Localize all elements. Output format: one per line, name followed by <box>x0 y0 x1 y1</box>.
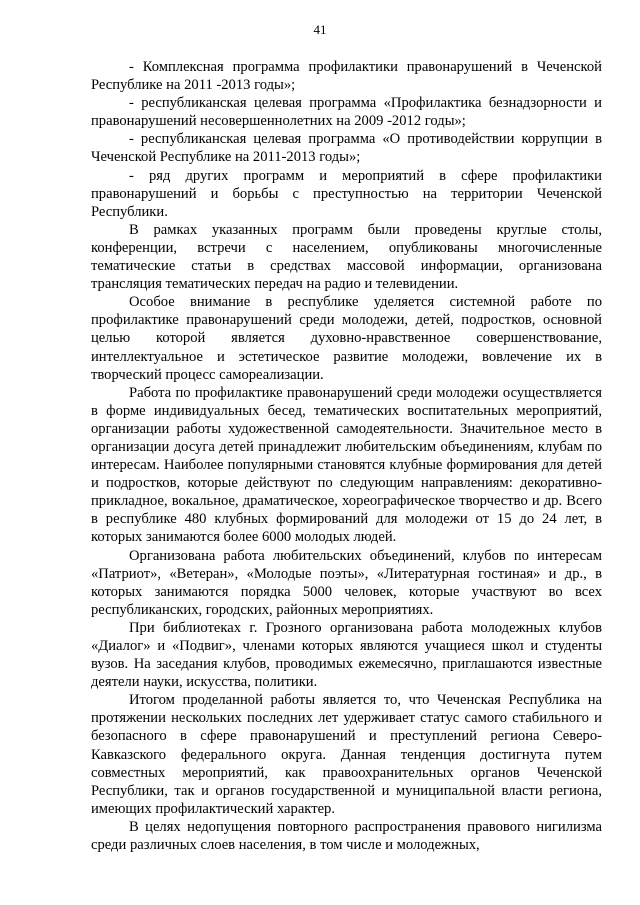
document-body <box>91 58 602 854</box>
paragraph-program-2: - республиканская целевая программа «Профилактика безнадзорности и правонарушений несовершеннолетних на 2009 -2012 годы»; <box>91 95 602 130</box>
paragraph-clubs: Организована работа любительских объединений, клубов по интересам «Патриот», «Ветеран», «Молодые поэты», «Литературная гостиная» и др., в которых занимаются порядка 5000 человек, которые участвуют во всех республиканских, городских, районных мероприятиях. <box>91 547 602 618</box>
paragraph-results: Итогом проделанной работы является то, что Чеченская Республика на протяжении нескольких последних лет удерживает статус самого стабильного и безопасного в сфере правонарушений и преступлений региона Северо-Кавказского федерального округа. Данная тенденция достигнута путем совместных мероприятий, как правоохранительных органов Чеченской Республики, так и органов государственной и муниципальной власти региона, имеющих профилактический характер. <box>91 692 602 817</box>
page-number: 41 <box>313 22 327 37</box>
paragraph-events: В рамках указанных программ были проведены круглые столы, конференции, встречи с населением, опубликованы многочисленные тематические статьи в средствах массовой информации, организована трансляция тематических передач на радио и телевидении. <box>91 221 602 293</box>
paragraph-prevention-work: Работа по профилактике правонарушений среди молодежи осуществляется в форме индивидуальных бесед, тематических воспитательных мероприятий, организации работы художественной самодеятельности. Значительное место в организации досуга детей принадлежит любительским объединениям, клубам по интересам. Наиболее популярными становятся клубные формирования для детей и подростков, которые действуют по следующим направлениям: декоративно-прикладное, вокальное, драматическое, хореографическое творчество и др. Всего в республике 480 клубных формирований для молодежи от 15 до 24 лет, в которых занимаются более 6000 молодых людей. <box>91 384 602 546</box>
paragraph-libraries: При библиотеках г. Грозного организована работа молодежных клубов «Диалог» и «Подвиг», членами которых являются учащиеся школ и студенты вузов. На заседания клубов, проводимых ежемесячно, приглашаются известные деятели науки, искусства, политики. <box>91 619 602 691</box>
paragraph-nihilism: В целях недопущения повторного распространения правового нигилизма среди различных слоев населения, в том числе и молодежных, <box>91 818 602 854</box>
paragraph-program-4: - ряд других программ и мероприятий в сфере профилактики правонарушений и борьбы с преступностью на территории Чеченской Республики. <box>91 167 602 220</box>
paragraph-program-3: - республиканская целевая программа «О противодействии коррупции в Чеченской Республике на 2011-2013 годы»; <box>91 131 602 166</box>
paragraph-youth-attention: Особое внимание в республике уделяется системной работе по профилактике правонарушений среди молодежи, детей, подростков, основной целью которой является духовно-нравственное совершенствование, интеллектуальное и эстетическое развитие молодежи, вовлечение их в творческий процесс самореализации. <box>91 294 602 383</box>
paragraph-program-1: - Комплексная программа профилактики правонарушений в Чеченской Республике на 2011 -2013 годы»; <box>91 59 602 94</box>
